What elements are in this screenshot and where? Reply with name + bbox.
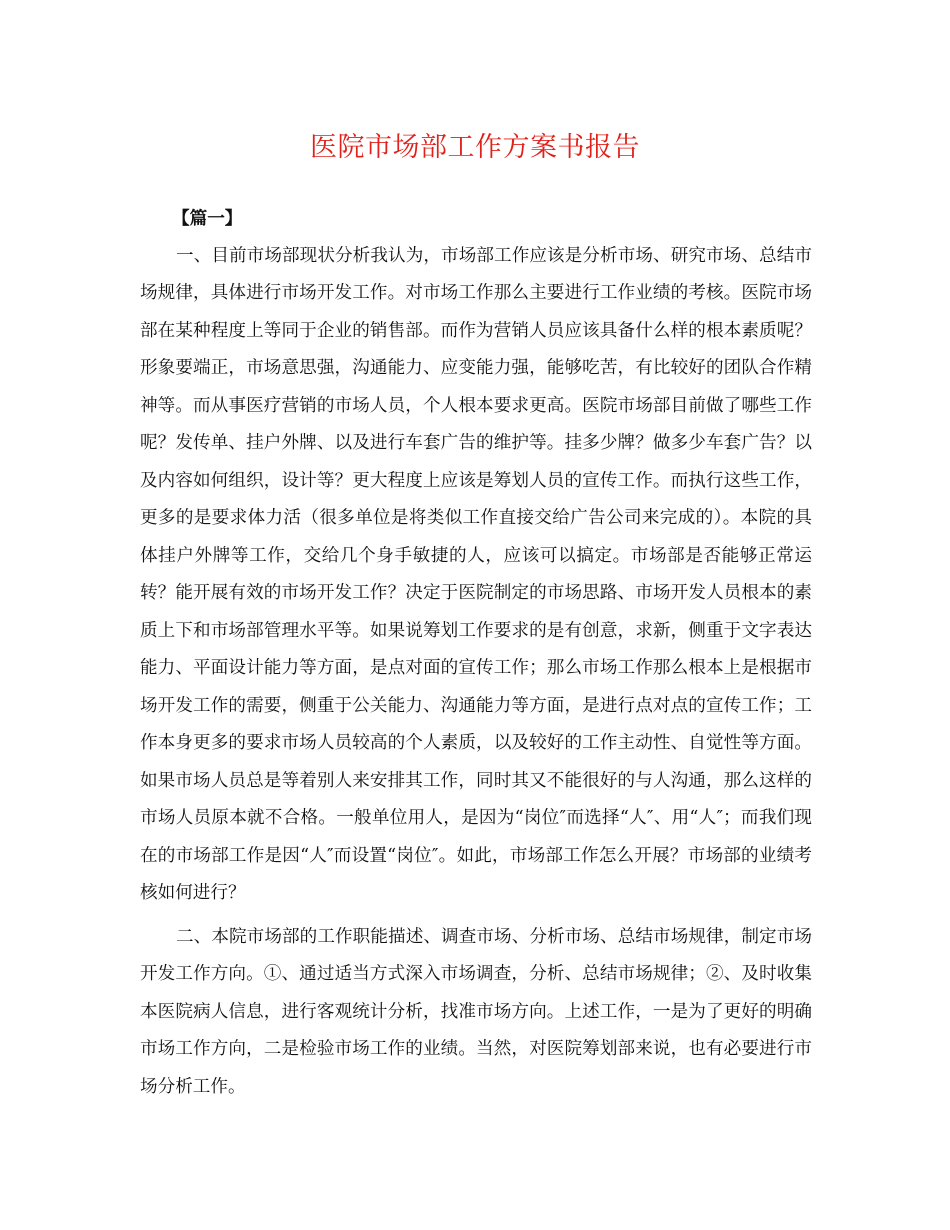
document-body [140,200,812,1106]
section-label: 【篇一】 [172,208,243,229]
document-title: 医院市场部工作方案书报告 [310,132,640,163]
paragraph-1: 一、目前市场部现状分析我认为，市场部工作应该是分析市场、研究市场、总结市场规律，具体进行市场开发工作。对市场工作那么主要进行工作业绩的考核。医院市场部在某种程度上等同于企业的销售部。而作为营销人员应该具备什么样的根本素质呢？形象要端正，市场意思强，沟通能力、应变能力强，能够吃苦，有比较好的团队合作精神等。而从事医疗营销的市场人员，个人根本要求更高。医院市场部目前做了哪些工作呢？发传单、挂户外牌、以及进行车套广告的维护等。挂多少牌？做多少车套广告？以及内容如何组织，设计等？更大程度上应该是筹划人员的宣传工作。而执行这些工作，更多的是要求体力活（很多单位是将类似工作直接交给广告公司来完成的）。本院的具体挂户外牌等工作，交给几个身手敏捷的人，应该可以搞定。市场部是否能够正常运转？能开展有效的市场开发工作？决定于医院制定的市场思路、市场开发人员根本的素质上下和市场部管理水平等。如果说筹划工作要求的是有创意，求新，侧重于文字表达能力、平面设计能力等方面，是点对面的宣传工作；那么市场工作那么根本上是根据市场开发工作的需要，侧重于公关能力、沟通能力等方面，是进行点对点的宣传工作；工作本身更多的要求市场人员较高的个人素质，以及较好的工作主动性、自觉性等方面。如果市场人员总是等着别人来安排其工作，同时其又不能很好的与人沟通，那么这样的市场人员原本就不合格。一般单位用人，是因为“岗位″而选择“人″、用“人″；而我们现在的市场部工作是因“人″而设置“岗位″。如此，市场部工作怎么开展？市场部的业绩考核如何进行？ [140,245,812,903]
paragraph-2: 二、本院市场部的工作职能描述、调查市场、分析市场、总结市场规律，制定市场开发工作方向。①、通过适当方式深入市场调查，分析、总结市场规律；②、及时收集本医院病人信息，进行客观统计分析，找准市场方向。上述工作，一是为了更好的明确市场工作方向，二是检验市场工作的业绩。当然，对医院筹划部来说，也有必要进行市场分析工作。 [140,926,812,1097]
